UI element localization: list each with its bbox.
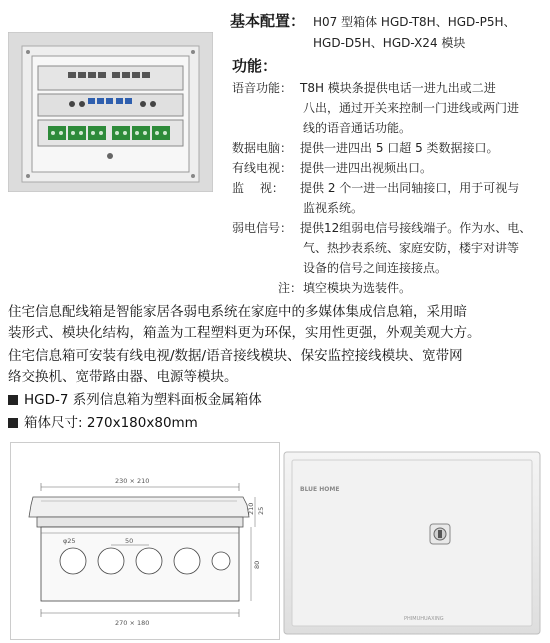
voice-line1: T8H 模块条提供电话一进九出或二进 [300, 81, 496, 95]
weak-label: 弱电信号： [232, 221, 293, 235]
square-bullet-icon [8, 395, 18, 405]
bullet-2 [8, 413, 198, 434]
dim-bottom-label: 270 × 180 [115, 619, 150, 627]
monitor-label: 监 视： [232, 181, 284, 195]
config-line1: H07 型箱体 HGD-T8H、HGD-P5H、 [313, 15, 516, 29]
data-text: 提供一进四出 5 口超 5 类数据接口。 [300, 141, 499, 155]
tv-text: 提供一进四出视频出口。 [300, 161, 433, 175]
bullet-2-text: 箱体尺寸: 270x180x80mm [24, 415, 198, 431]
function-heading: 功能： [232, 57, 278, 75]
dim-50-label: 50 [125, 537, 134, 545]
square-bullet-icon [8, 418, 18, 428]
panel-brand-text: PHIMUHUAXING [404, 616, 444, 622]
dim-top-label: 230 × 210 [115, 477, 150, 485]
bullet-1 [8, 390, 262, 411]
dimension-drawing [10, 442, 280, 640]
config-label: 基本配置： [230, 12, 306, 30]
closed-panel-photo [282, 450, 542, 636]
voice-label: 语音功能： [232, 81, 293, 95]
config-line2: HGD-D5H、HGD-X24 模块 [313, 36, 466, 50]
tv-label: 有线电视： [232, 161, 293, 175]
monitor-line1: 提供 2 个一进一出同轴接口，用于可视与 [300, 181, 520, 195]
weak-line3: 设备的信号之间连接接点。 [303, 261, 448, 275]
intro-p2-line1: 住宅信息箱可安装有线电视/数据/语音接线模块、保安监控接线模块、宽带网 [8, 348, 463, 364]
intro-p2-line2: 络交换机、宽带路由器、电源等模块。 [8, 369, 238, 385]
intro-p1-line2: 装形式、模块化结构，箱盖为工程塑料更为环保，实用性更强，外观美观大方。 [8, 325, 481, 341]
panel-logo-text: BLUE HOME [300, 486, 340, 493]
dim-80-label: 80 [253, 560, 261, 569]
product-photo [8, 32, 213, 192]
voice-line3: 线的语音通话功能。 [303, 121, 412, 135]
intro-p1-line1: 住宅信息配线箱是智能家居各弱电系统在家庭中的多媒体集成信息箱，采用暗 [8, 304, 467, 320]
weak-line2: 气、热抄表系统、家庭安防，楼宇对讲等 [303, 241, 520, 255]
bullet-1-text: HGD-7 系列信息箱为塑料面板金属箱体 [24, 392, 262, 408]
weak-line1: 提供12组弱电信号接线端子。作为水、电、 [300, 221, 532, 235]
open-box-illustration [8, 32, 213, 192]
data-label: 数据电脑： [232, 141, 293, 155]
note-label: 注： [278, 281, 303, 295]
dim-phi-label: φ25 [63, 537, 76, 545]
dim-210-label: 210 [247, 502, 255, 515]
dimension-drawing-svg [11, 443, 279, 639]
note-text: 填空模块为选装件。 [303, 281, 412, 295]
monitor-line2: 监视系统。 [303, 201, 364, 215]
voice-line2: 八出，通过开关来控制一门进线或两门进 [303, 101, 520, 115]
closed-panel-illustration [282, 450, 542, 636]
dim-25-label: 25 [257, 506, 265, 515]
